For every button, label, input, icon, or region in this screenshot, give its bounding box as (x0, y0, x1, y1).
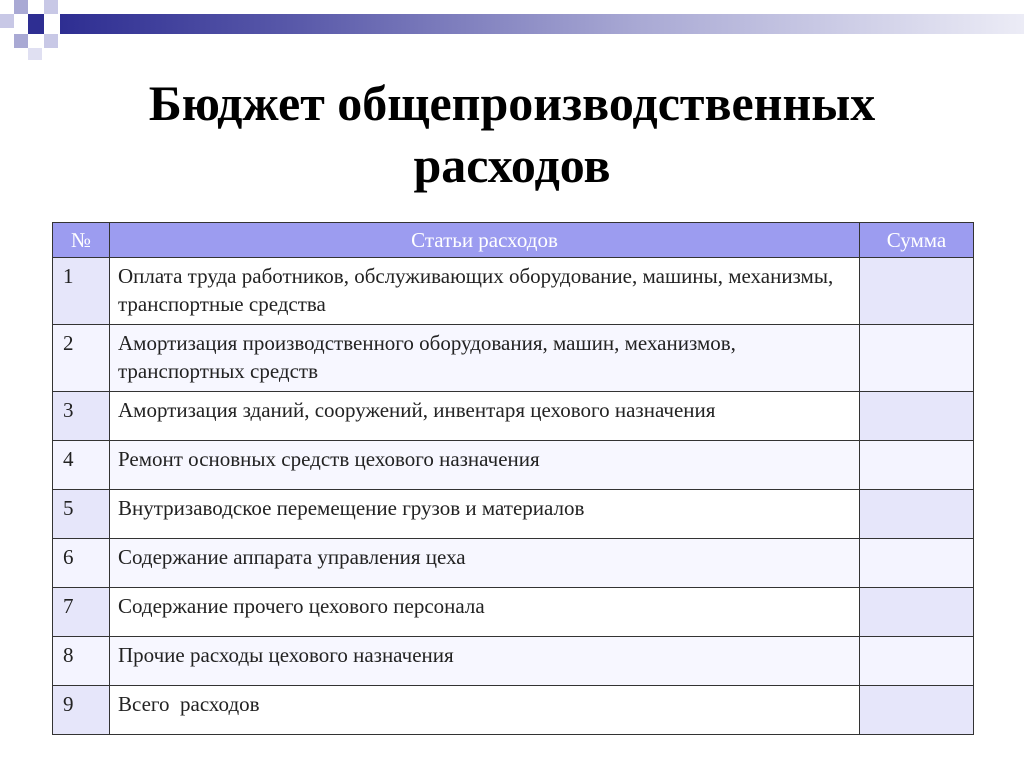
row-num: 1 (53, 258, 110, 325)
row-num: 2 (53, 325, 110, 392)
slide-title (0, 72, 1024, 196)
header-item: Статьи расходов (110, 223, 860, 258)
row-item: Всего расходов (110, 686, 860, 735)
row-num: 6 (53, 539, 110, 588)
row-sum (860, 686, 974, 735)
row-item: Прочие расходы цехового назначения (110, 637, 860, 686)
row-num: 4 (53, 441, 110, 490)
row-sum (860, 392, 974, 441)
row-num: 7 (53, 588, 110, 637)
table-row (53, 637, 974, 686)
row-num: 9 (53, 686, 110, 735)
row-sum (860, 588, 974, 637)
row-sum (860, 490, 974, 539)
table-row (53, 686, 974, 735)
row-sum (860, 637, 974, 686)
row-item: Содержание аппарата управления цеха (110, 539, 860, 588)
row-num: 8 (53, 637, 110, 686)
row-item: Оплата труда работников, обслуживающих оборудование, машины, механизмы, транспортные средства (110, 258, 860, 325)
table-row (53, 539, 974, 588)
slide-title-line2: расходов (413, 137, 611, 193)
row-item: Амортизация производственного оборудования, машин, механизмов, транспортных средств (110, 325, 860, 392)
title-bar-decoration (60, 14, 1024, 34)
row-num: 3 (53, 392, 110, 441)
budget-table (52, 222, 974, 735)
table-row (53, 588, 974, 637)
header-num: № (53, 223, 110, 258)
row-item: Внутризаводское перемещение грузов и материалов (110, 490, 860, 539)
row-sum (860, 539, 974, 588)
slide-title-line1: Бюджет общепроизводственных (148, 75, 876, 131)
table-header-row (53, 223, 974, 258)
header-sum: Сумма (860, 223, 974, 258)
table-row (53, 441, 974, 490)
row-sum (860, 258, 974, 325)
table-row (53, 392, 974, 441)
row-sum (860, 325, 974, 392)
row-item: Амортизация зданий, сооружений, инвентаря цехового назначения (110, 392, 860, 441)
row-item: Ремонт основных средств цехового назначения (110, 441, 860, 490)
table-row (53, 490, 974, 539)
table-row (53, 258, 974, 325)
table-row (53, 325, 974, 392)
row-sum (860, 441, 974, 490)
row-item: Содержание прочего цехового персонала (110, 588, 860, 637)
row-num: 5 (53, 490, 110, 539)
